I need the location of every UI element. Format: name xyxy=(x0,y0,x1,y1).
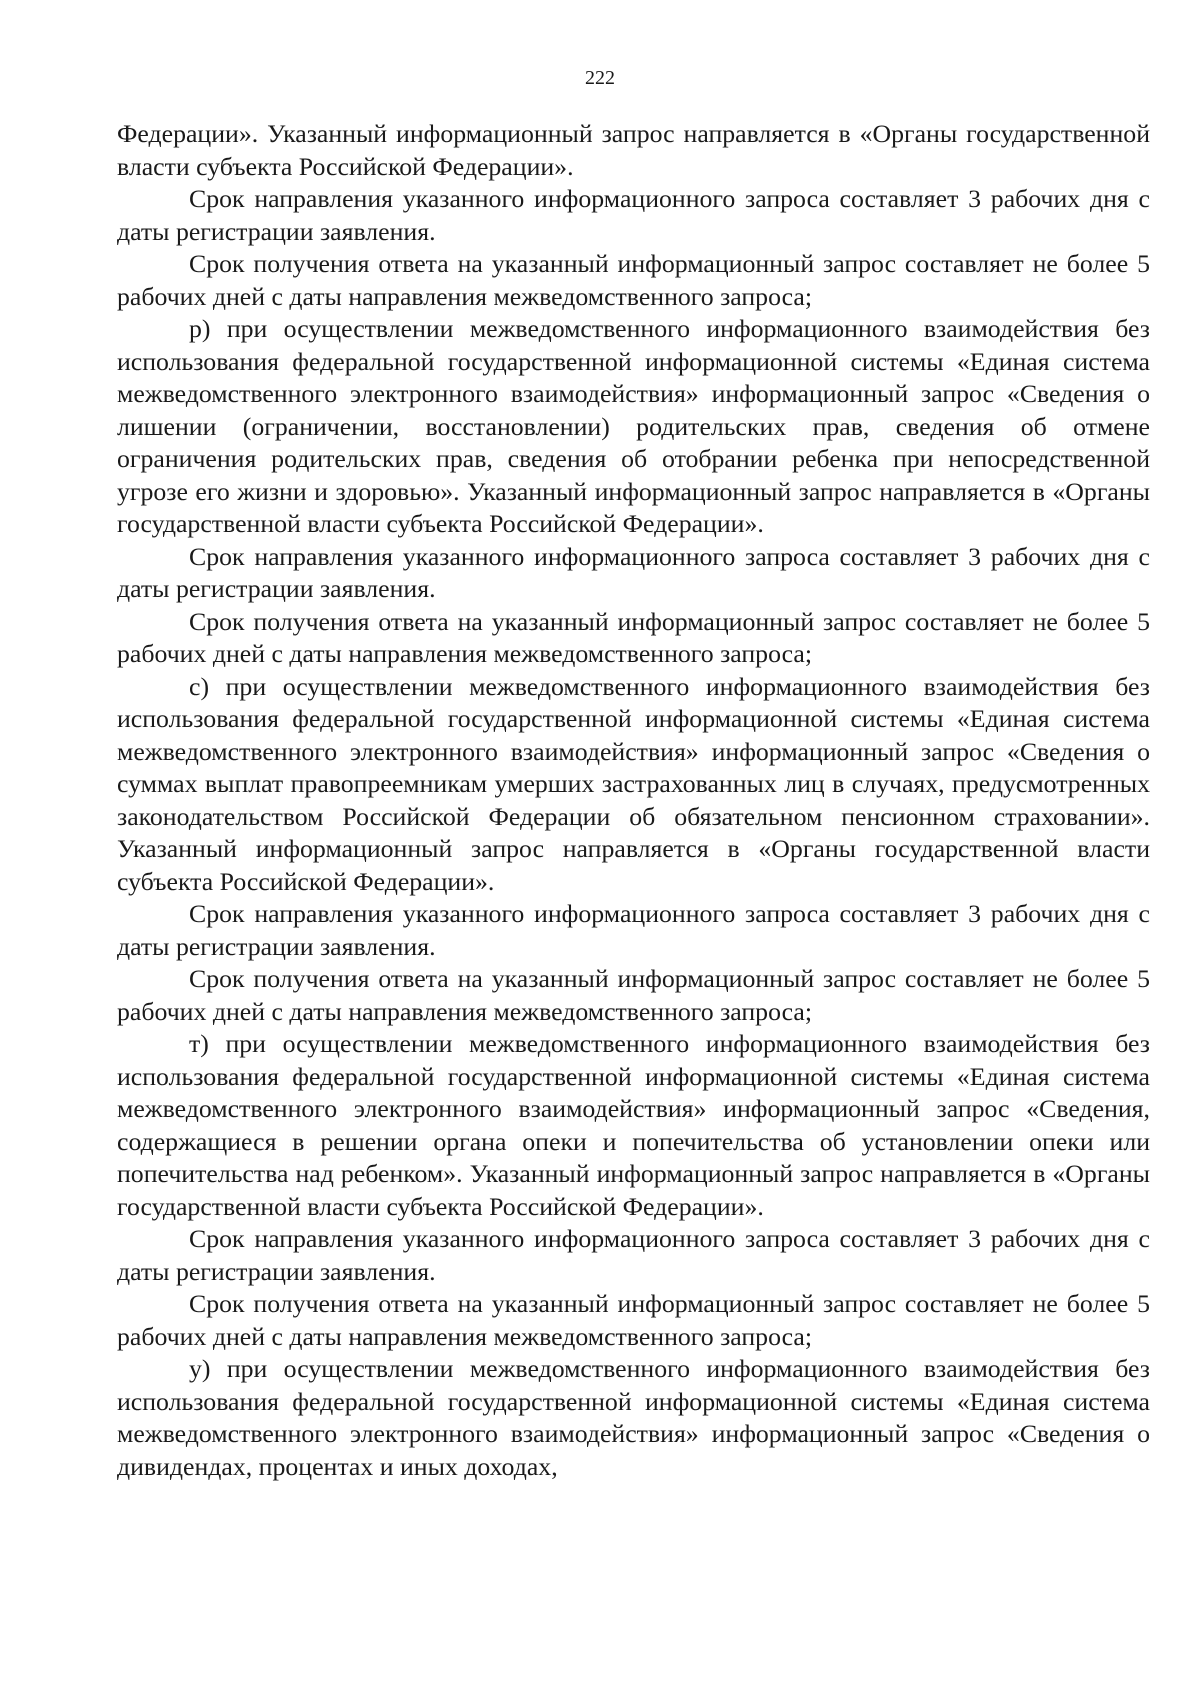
page-number: 222 xyxy=(585,67,615,89)
paragraph-item-u: у) при осуществлении межведомственного информационного взаимодействия без использования федеральной государственной информационной системы «Единая система межведомственного электронного взаимодействия» информационный запрос «Сведения о дивидендах, процентах и иных доходах, xyxy=(117,1354,1150,1481)
paragraph-item-s: с) при осуществлении межведомственного информационного взаимодействия без использования федеральной государственной информационной системы «Единая система межведомственного электронного взаимодействия» информационный запрос «Сведения о суммах выплат правопреемникам умерших застрахованных лиц в случаях, предусмотренных законодательством Российской Федерации об обязательном пенсионном страховании». Указанный информационный запрос направляется в «Органы государственной власти субъекта Российской Федерации». xyxy=(117,671,1150,896)
paragraph: Срок получения ответа на указанный информационный запрос составляет не более 5 рабочих дней с даты направления межведомственного запроса; xyxy=(117,606,1150,668)
paragraph: Срок получения ответа на указанный информационный запрос составляет не более 5 рабочих дней с даты направления межведомственного запроса; xyxy=(117,1289,1150,1351)
paragraph: Срок направления указанного информационного запроса составляет 3 рабочих дня с даты регистрации заявления. xyxy=(117,899,1150,961)
document-body xyxy=(117,118,1150,1483)
paragraph: Срок направления указанного информационного запроса составляет 3 рабочих дня с даты регистрации заявления. xyxy=(117,1224,1150,1286)
paragraph-item-r: р) при осуществлении межведомственного информационного взаимодействия без использования федеральной государственной информационной системы «Единая система межведомственного электронного взаимодействия» информационный запрос «Сведения о лишении (ограничении, восстановлении) родительских прав, сведения об отмене ограничения родительских прав, сведения об отобрании ребенка при непосредственной угрозе его жизни и здоровью». Указанный информационный запрос направляется в «Органы государственной власти субъекта Российской Федерации». xyxy=(117,314,1150,538)
paragraph: Срок получения ответа на указанный информационный запрос составляет не более 5 рабочих дней с даты направления межведомственного запроса; xyxy=(117,249,1150,311)
paragraph: Срок получения ответа на указанный информационный запрос составляет не более 5 рабочих дней с даты направления межведомственного запроса; xyxy=(117,964,1150,1026)
paragraph: Срок направления указанного информационного запроса составляет 3 рабочих дня с даты регистрации заявления. xyxy=(117,184,1150,246)
paragraph-item-t: т) при осуществлении межведомственного информационного взаимодействия без использования федеральной государственной информационной системы «Единая система межведомственного электронного взаимодействия» информационный запрос «Сведения, содержащиеся в решении органа опеки и попечительства об установлении опеки или попечительства над ребенком». Указанный информационный запрос направляется в «Органы государственной власти субъекта Российской Федерации». xyxy=(117,1029,1150,1221)
paragraph-continuation: Федерации». Указанный информационный запрос направляется в «Органы государственной власти субъекта Российской Федерации». xyxy=(117,119,1150,181)
paragraph: Срок направления указанного информационного запроса составляет 3 рабочих дня с даты регистрации заявления. xyxy=(117,541,1150,603)
